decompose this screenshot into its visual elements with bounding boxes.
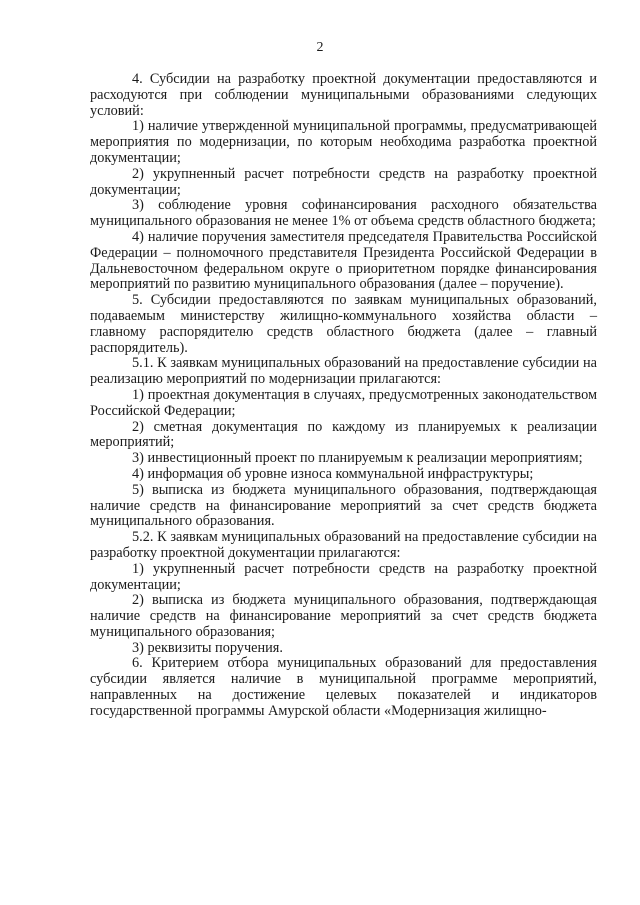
paragraph-5-1-item-2: 2) сметная документация по каждому из планируемых к реализации мероприятий; — [90, 418, 597, 451]
paragraph-5-applications: 5. Субсидии предоставляются по заявкам муниципальных образований, подаваемым министерству жилищно-коммунального хозяйства области – главному распорядителю средств областного бюджета (далее – главный распорядитель). — [90, 292, 597, 356]
paragraph-4-item-3: 3) соблюдение уровня софинансирования расходного обязательства муниципального образования не менее 1% от объема средств областного бюджета; — [90, 197, 597, 230]
paragraph-5-2-attachments: 5.2. К заявкам муниципальных образований на предоставление субсидии на разработку проектной документации прилагаются: — [90, 529, 597, 561]
paragraph-4-subsidies-design: 4. Субсидии на разработку проектной документации предоставляются и расходуются при соблюдении муниципальными образованиями следующих условий: — [90, 71, 597, 119]
paragraph-5-1-item-4: 4) информация об уровне износа коммунальной инфраструктуры; — [132, 465, 534, 482]
paragraph-5-1-item-3: 3) инвестиционный проект по планируемым к реализации мероприятиям; — [132, 450, 583, 467]
paragraph-4-item-2: 2) укрупненный расчет потребности средств на разработку проектной документации; — [90, 165, 597, 198]
paragraph-5-1-item-5: 5) выписка из бюджета муниципального образования, подтверждающая наличие средств на финансирование мероприятий за счет средств бюджета муниципального образования. — [90, 481, 597, 530]
paragraph-5-1-attachments: 5.1. К заявкам муниципальных образований на предоставление субсидии на реализацию мероприятий по модернизации прилагаются: — [90, 355, 597, 388]
paragraph-5-2-item-1: 1) укрупненный расчет потребности средств на разработку проектной документации; — [90, 560, 597, 593]
paragraph-5-2-item-3: 3) реквизиты поручения. — [132, 639, 283, 656]
paragraph-4-item-4: 4) наличие поручения заместителя председателя Правительства Российской Федерации – полномочного представителя Президента Российской Федерации в Дальневосточном федеральном округе о приоритетном порядке финансирования мероприятий по развитию муниципального образования (далее – поручение). — [90, 228, 597, 293]
paragraph-6-selection-criterion: 6. Критерием отбора муниципальных образований для предоставления субсидии является наличие в муниципальной программе мероприятий, направленных на достижение целевых показателей и индикаторов государственной программы Амурской области «Модернизация жилищно- — [90, 655, 597, 719]
paragraph-5-1-item-1: 1) проектная документация в случаях, предусмотренных законодательством Российской Федерации; — [90, 386, 597, 419]
document-body — [90, 72, 597, 720]
page-number: 2 — [316, 40, 324, 55]
paragraph-4-item-1: 1) наличие утвержденной муниципальной программы, предусматривающей мероприятия по модернизации, по которым необходима разработка проектной документации; — [90, 118, 597, 166]
paragraph-5-2-item-2: 2) выписка из бюджета муниципального образования, подтверждающая наличие средств на финансирование мероприятий за счет средств бюджета муниципального образования; — [90, 592, 597, 640]
